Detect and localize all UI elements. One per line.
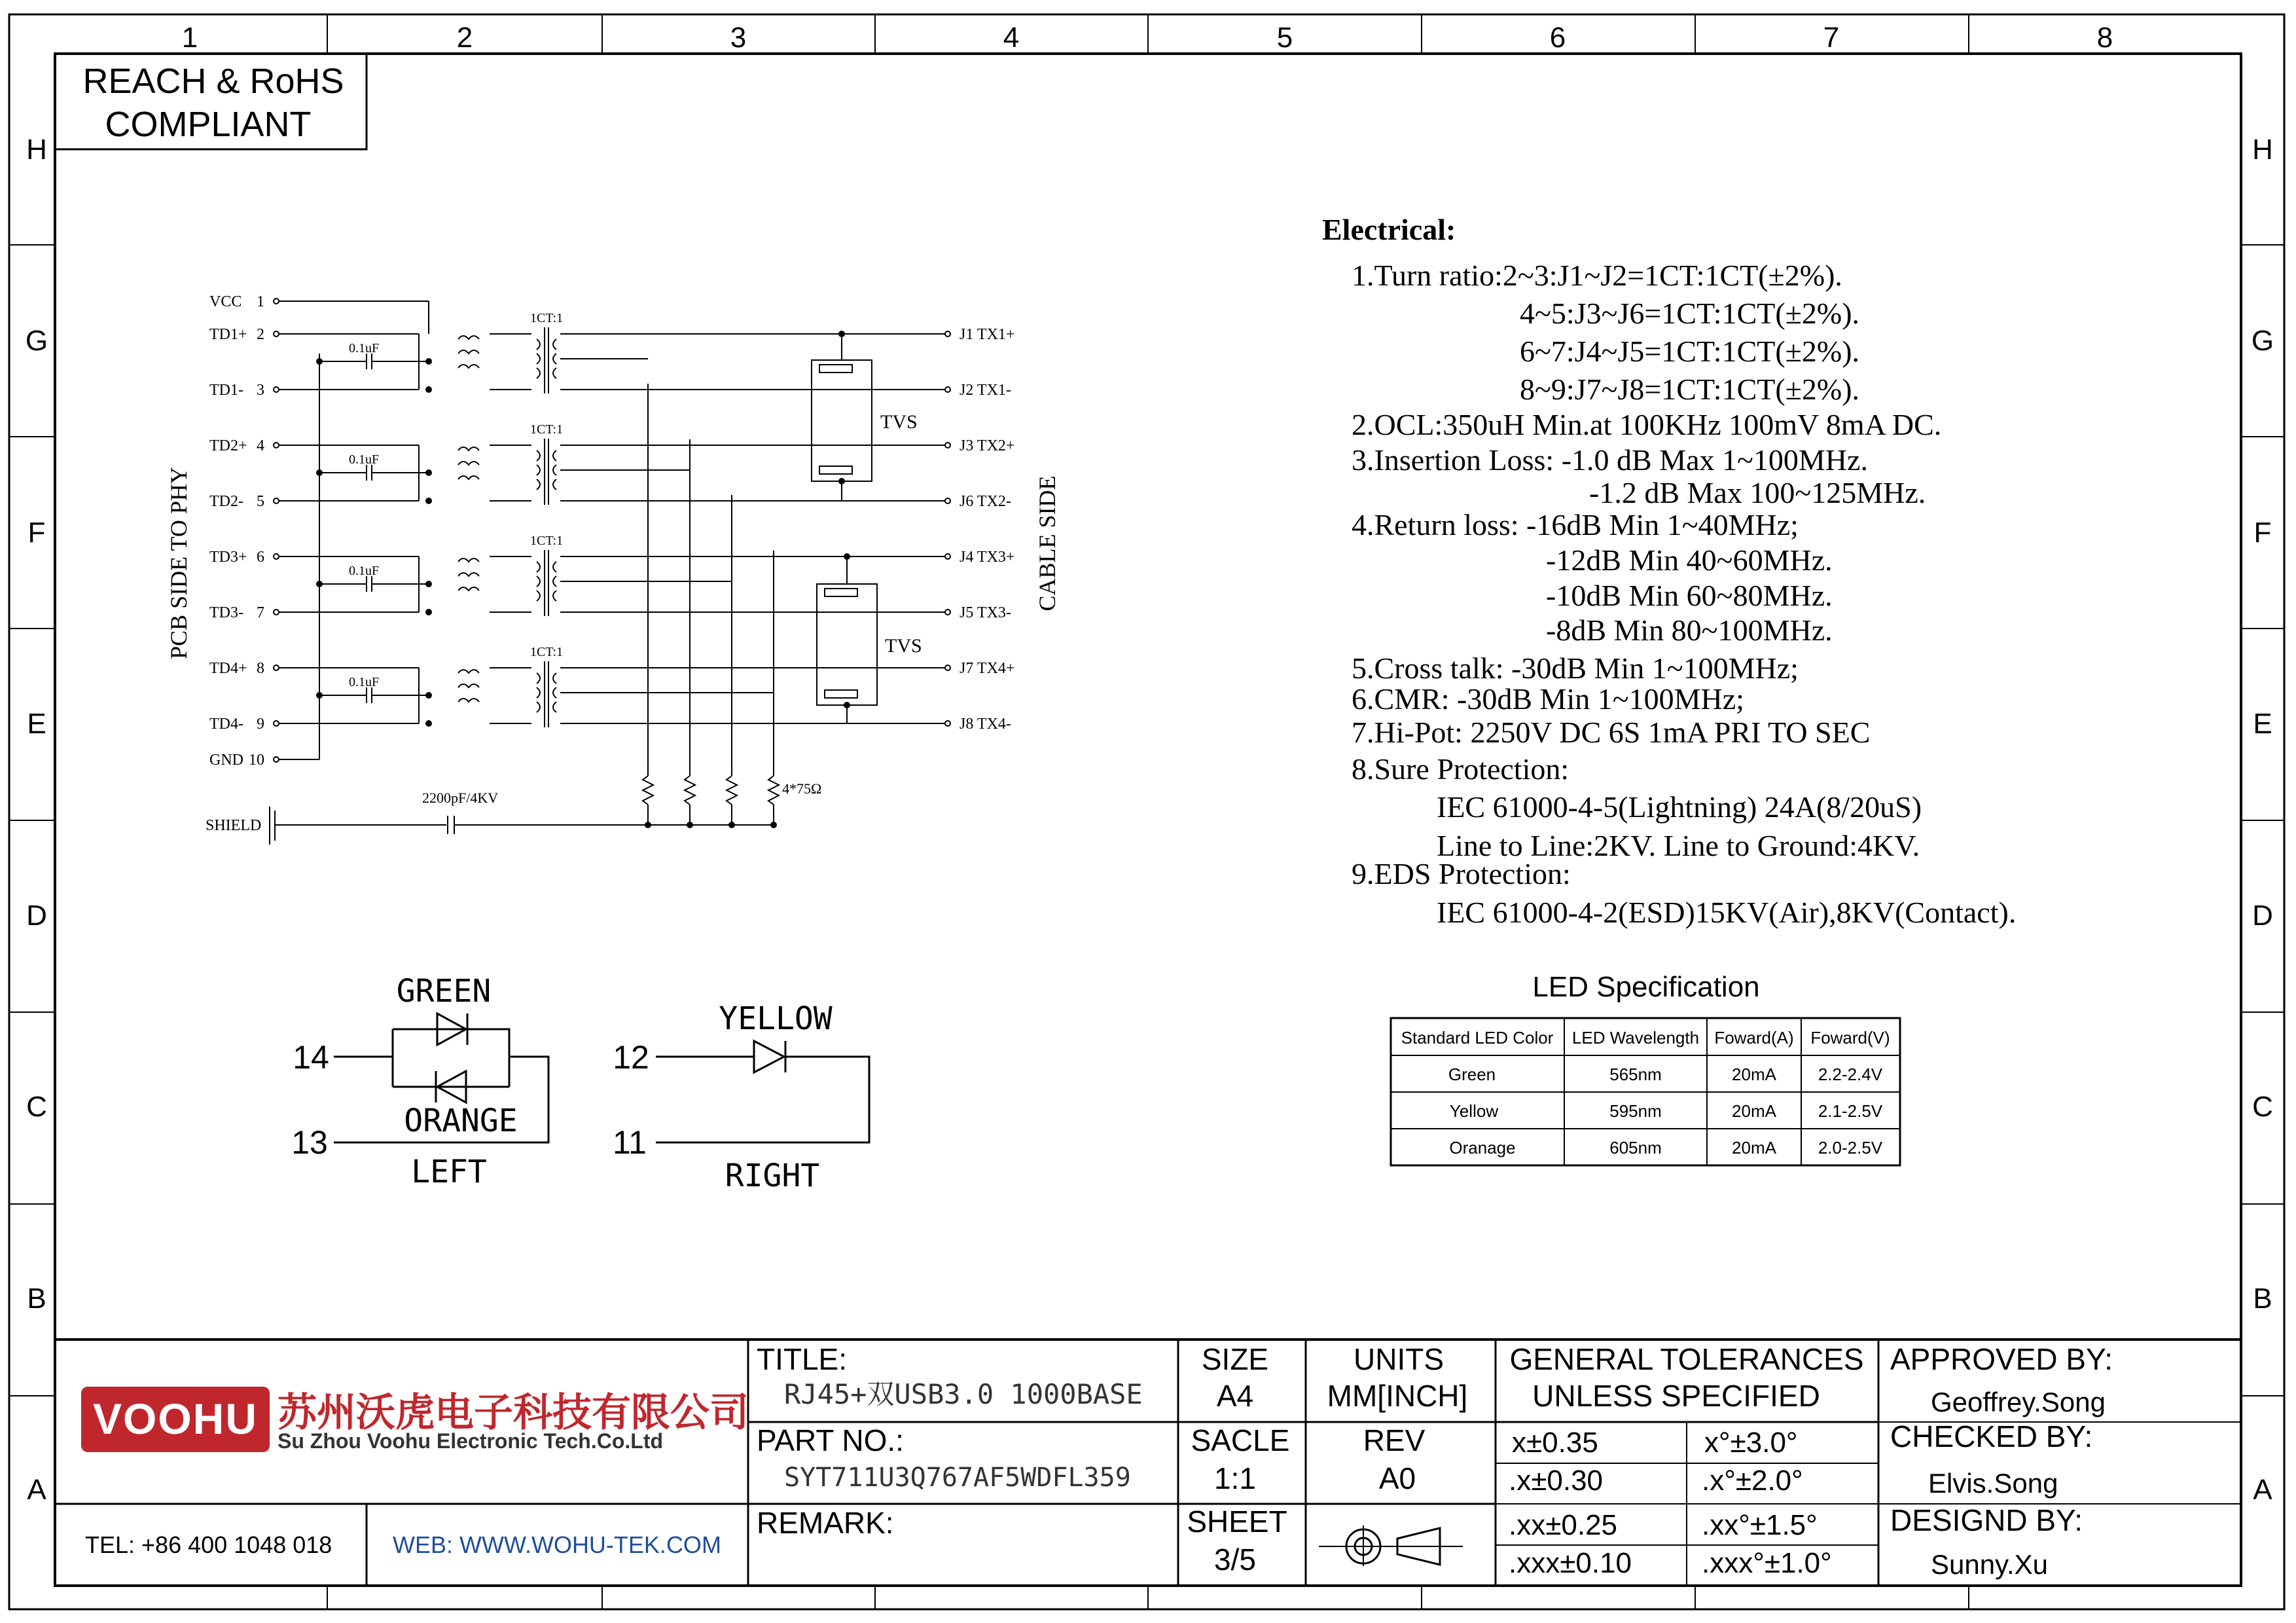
choke-coil (458, 447, 479, 450)
spec-line: -8dB Min 80~100MHz. (1546, 613, 1833, 647)
row-label: A (2253, 1474, 2272, 1506)
shield-network (206, 384, 821, 845)
row-label: G (2251, 325, 2274, 357)
pin-terminal (274, 443, 279, 448)
spec-line: IEC 61000-4-5(Lightning) 24A(8/20uS) (1437, 790, 1922, 824)
choke-coil (458, 670, 479, 673)
junction-dot (844, 553, 850, 560)
rev-value: A0 (1378, 1461, 1416, 1495)
pin-terminal (945, 498, 950, 503)
transformer-winding (553, 450, 556, 461)
compliance-line-1: REACH & RoHS (82, 62, 344, 101)
pin-terminal (274, 665, 279, 670)
tvs-label: TVS (885, 635, 922, 657)
led-header: Standard LED Color (1401, 1028, 1554, 1048)
spec-line: 1.Turn ratio:2~3:J1~J2=1CT:1CT(±2%). (1352, 259, 1842, 292)
spec-line: 5.Cross talk: -30dB Min 1~100MHz; (1352, 651, 1799, 685)
transformer-winding (537, 368, 540, 378)
led-header: Foward(A) (1714, 1028, 1794, 1048)
junction-dot (316, 358, 323, 365)
designed-value: Sunny.Xu (1931, 1549, 2049, 1580)
pin-terminal (945, 443, 950, 448)
resistor-icon (643, 776, 653, 805)
spec-line: -10dB Min 60~80MHz. (1546, 579, 1833, 612)
left-pin-label: TD1+ (209, 326, 247, 343)
left-pin-number: 4 (257, 437, 264, 454)
junction-dot (687, 822, 693, 828)
pin-terminal (274, 721, 279, 726)
col-label: 1 (181, 22, 198, 54)
transformer-winding (553, 479, 556, 490)
pin-terminal (274, 554, 279, 559)
tvs-package-2 (817, 584, 922, 705)
title-value: RJ45+双USB3.0 1000BASE (784, 1378, 1143, 1410)
led-cell: 2.0-2.5V (1818, 1138, 1883, 1158)
title-label: TITLE: (757, 1342, 848, 1376)
junction-dot (425, 469, 432, 476)
choke-coil (458, 684, 479, 687)
units-value: MM[INCH] (1327, 1379, 1468, 1413)
row-label: D (26, 900, 47, 932)
right-pin-label: J3 TX2+ (960, 437, 1015, 454)
approved-label: APPROVED BY: (1890, 1342, 2113, 1376)
transformer-winding (537, 450, 540, 461)
led-left-side-label: LEFT (411, 1154, 487, 1190)
transformer-winding (537, 339, 540, 350)
led-pin-11: 11 (613, 1124, 647, 1161)
led-left-circuit (291, 973, 548, 1190)
led-orange-label: ORANGE (404, 1103, 518, 1139)
tol-linear: .x±0.30 (1509, 1465, 1604, 1497)
scale-value: 1:1 (1214, 1461, 1256, 1495)
pin-terminal (945, 610, 950, 615)
termination-resistors (643, 384, 779, 828)
pin-terminal (274, 331, 279, 337)
spec-line: 6.CMR: -30dB Min 1~100MHz; (1352, 682, 1744, 716)
checked-label: CHECKED BY: (1890, 1419, 2093, 1453)
tol-linear: x±0.35 (1512, 1427, 1598, 1459)
remark-label: REMARK: (757, 1506, 894, 1540)
compliance-box (55, 54, 367, 149)
right-pin-label: J5 TX3- (960, 604, 1011, 621)
choke-coil (458, 365, 479, 368)
pin-terminal (274, 387, 279, 392)
title-block (55, 1340, 2241, 1586)
led-cell: 605nm (1609, 1138, 1662, 1158)
cap-label: 0.1uF (349, 675, 380, 689)
junction-dot (645, 822, 651, 828)
spec-line: 9.EDS Protection: (1352, 857, 1571, 890)
left-pin-label: TD2+ (209, 437, 247, 454)
resistor-icon (685, 776, 695, 805)
left-pin-number: 5 (257, 493, 264, 510)
led-header: LED Wavelength (1571, 1028, 1700, 1048)
left-pin-label: VCC (209, 293, 242, 310)
transformer-winding (537, 702, 540, 712)
shield-cap-label: 2200pF/4KV (422, 790, 499, 806)
left-pin-number: 9 (257, 716, 264, 733)
transformer-winding (553, 339, 556, 350)
projection-symbol-icon (1319, 1525, 1463, 1566)
row-label: D (2252, 900, 2273, 932)
junction-dot (425, 609, 432, 615)
resistor-icon (726, 776, 737, 805)
right-pin-list (945, 326, 1014, 733)
spec-line: 6~7:J4~J5=1CT:1CT(±2%). (1520, 335, 1860, 368)
row-label: F (2253, 517, 2272, 549)
transformer-winding (537, 354, 540, 364)
part-value: SYT711U3Q767AF5WDFL359 (784, 1463, 1131, 1493)
row-label: B (2253, 1283, 2272, 1315)
row-label: G (25, 325, 48, 357)
cap-label: 0.1uF (349, 564, 380, 578)
transformer-winding (553, 368, 556, 378)
led-yellow-label: YELLOW (719, 1000, 833, 1037)
tel-text: TEL: +86 400 1048 018 (85, 1531, 332, 1558)
sheet-label: SHEET (1187, 1504, 1287, 1539)
led-right-circuit (613, 1000, 869, 1194)
junction-dot (728, 822, 735, 828)
transformer-winding (553, 562, 556, 572)
tvs-package-1 (812, 360, 918, 481)
led-right-side-label: RIGHT (725, 1158, 820, 1194)
junction-dot (770, 822, 777, 828)
led-cell: Oranage (1449, 1138, 1516, 1158)
tol-title-1: GENERAL TOLERANCES (1509, 1342, 1864, 1376)
cable-side-label: CABLE SIDE (1034, 475, 1060, 611)
ratio-label: 1CT:1 (530, 534, 564, 548)
right-pin-label: J7 TX4+ (960, 660, 1015, 677)
col-label: 7 (1823, 22, 1840, 54)
right-pin-label: J4 TX3+ (960, 549, 1015, 566)
transformer-winding (553, 354, 556, 364)
tol-angular: x°±3.0° (1704, 1427, 1798, 1459)
junction-dot (425, 498, 432, 504)
cap-label: 0.1uF (349, 341, 380, 356)
scale-label: SACLE (1191, 1423, 1290, 1457)
junction-dot (425, 581, 432, 587)
row-label: F (27, 517, 46, 549)
led-cell: 2.1-2.5V (1818, 1101, 1883, 1121)
led-cell: 595nm (1609, 1101, 1662, 1121)
transformer-winding (553, 576, 556, 587)
pin-terminal (274, 498, 279, 503)
transformer-schematic (166, 293, 1060, 845)
spec-line: 8~9:J7~J8=1CT:1CT(±2%). (1520, 373, 1860, 406)
row-label: A (27, 1474, 46, 1506)
ratio-label: 1CT:1 (530, 645, 564, 659)
row-label: E (27, 708, 46, 740)
led-pin-12: 12 (613, 1039, 649, 1076)
col-label: 4 (1003, 22, 1020, 54)
choke-coil (458, 587, 479, 591)
checked-value: Elvis.Song (1928, 1468, 2058, 1499)
left-pin-label: GND (209, 752, 243, 769)
spec-line: 7.Hi-Pot: 2250V DC 6S 1mA PRI TO SEC (1352, 716, 1871, 749)
pin-terminal (945, 554, 950, 559)
spec-line: Line to Line:2KV. Line to Ground:4KV. (1437, 829, 1920, 862)
pin-terminal (945, 331, 950, 337)
tol-angular: .xx°±1.5° (1702, 1509, 1818, 1541)
led-cell: Green (1448, 1065, 1496, 1084)
transformer-winding (537, 479, 540, 490)
choke-coil (458, 462, 479, 465)
approved-value: Geoffrey.Song (1931, 1387, 2106, 1417)
spec-line: -12dB Min 40~60MHz. (1546, 543, 1833, 577)
tol-angular: .x°±2.0° (1702, 1465, 1803, 1497)
spec-line: 3.Insertion Loss: -1.0 dB Max 1~100MHz. (1352, 443, 1868, 477)
pin-terminal (274, 757, 279, 762)
left-pin-label: TD2- (209, 493, 243, 510)
spec-line: -1.2 dB Max 100~125MHz. (1589, 476, 1926, 509)
diode-yellow-icon (754, 1041, 784, 1072)
led-cell: Yellow (1449, 1101, 1499, 1121)
right-pin-label: J6 TX2- (960, 493, 1011, 510)
right-pin-label: J1 TX1+ (960, 326, 1015, 343)
pin-terminal (274, 610, 279, 615)
spec-line: 8.Sure Protection: (1352, 752, 1570, 786)
left-pin-label: TD1- (209, 382, 243, 399)
ratio-label: 1CT:1 (530, 311, 564, 325)
led-pin-14: 14 (293, 1039, 329, 1076)
led-green-label: GREEN (396, 973, 492, 1010)
rev-label: REV (1363, 1423, 1426, 1457)
tvs-label: TVS (880, 411, 918, 433)
led-cell: 2.2-2.4V (1818, 1065, 1883, 1084)
logo-text: VOOHU (92, 1395, 259, 1443)
size-label: SIZE (1201, 1342, 1269, 1376)
choke-coil (458, 558, 479, 562)
led-header: Foward(V) (1810, 1028, 1890, 1048)
choke-coil (458, 573, 479, 576)
resistor-icon (768, 776, 779, 805)
junction-dot (425, 358, 432, 365)
led-cell: 20mA (1732, 1101, 1776, 1121)
row-label: C (2252, 1091, 2273, 1123)
designed-label: DESIGND BY: (1890, 1503, 2083, 1537)
electrical-specs (1322, 213, 2016, 929)
left-pin-number: 8 (257, 660, 264, 677)
pcb-side-label: PCB SIDE TO PHY (166, 467, 192, 659)
transformer-winding (537, 562, 540, 572)
ratio-label: 1CT:1 (530, 422, 564, 437)
col-label: 2 (456, 22, 473, 54)
row-label: B (27, 1283, 46, 1315)
size-value: A4 (1216, 1379, 1254, 1413)
tol-angular: .xxx°±1.0° (1702, 1547, 1832, 1579)
tol-title-2: UNLESS SPECIFIED (1532, 1379, 1820, 1413)
left-pin-number: 1 (257, 293, 264, 310)
transformer-winding (553, 687, 556, 698)
left-pin-label: TD3- (209, 604, 243, 621)
junction-dot (316, 469, 323, 476)
row-label: H (26, 134, 47, 166)
transformer-winding (537, 465, 540, 475)
pin-terminal (945, 665, 950, 670)
pin-terminal (945, 387, 950, 392)
transformer-winding (537, 591, 540, 601)
led-cell: 565nm (1609, 1065, 1662, 1084)
transformer-winding (553, 465, 556, 475)
tol-linear: .xxx±0.10 (1509, 1547, 1632, 1579)
junction-dot (425, 720, 432, 727)
resistor-label: 4*75Ω (782, 780, 822, 797)
col-label: 8 (2096, 22, 2113, 54)
row-label: H (2252, 134, 2273, 166)
row-label: E (2253, 708, 2272, 740)
led-spec-title: LED Specification (1532, 971, 1760, 1003)
transformer-winding (537, 673, 540, 684)
left-pin-label: TD3+ (209, 549, 247, 566)
left-pin-number: 6 (257, 549, 264, 566)
units-label: UNITS (1354, 1342, 1444, 1376)
junction-dot (425, 692, 432, 699)
cap-label: 0.1uF (349, 452, 380, 467)
led-pin-13: 13 (291, 1124, 328, 1161)
choke-coil (458, 336, 479, 339)
right-pin-label: J2 TX1- (960, 382, 1011, 399)
choke-coil (458, 350, 479, 354)
pin-terminal (945, 721, 950, 726)
transformer-winding (537, 576, 540, 587)
shield-label: SHIELD (206, 817, 262, 834)
led-cell: 20mA (1732, 1138, 1776, 1158)
col-label: 3 (730, 22, 747, 54)
junction-dot (316, 692, 323, 699)
choke-coil (458, 699, 479, 702)
spec-line: 4~5:J3~J6=1CT:1CT(±2%). (1520, 297, 1860, 330)
transformer-winding (553, 673, 556, 684)
junction-dot (316, 581, 323, 587)
tol-linear: .xx±0.25 (1509, 1509, 1618, 1541)
left-pin-number: 10 (249, 752, 264, 769)
junction-dot (838, 331, 845, 337)
col-label: 6 (1549, 22, 1566, 54)
pin-terminal (274, 299, 279, 304)
part-label: PART NO.: (757, 1423, 904, 1457)
transformer-winding (553, 702, 556, 712)
left-pin-number: 2 (257, 326, 264, 343)
web-text: WEB: WWW.WOHU-TEK.COM (393, 1531, 721, 1558)
company-logo (81, 1387, 749, 1453)
col-label: 5 (1276, 22, 1293, 54)
junction-dot (425, 386, 432, 393)
transformer-winding (537, 687, 540, 698)
left-pin-number: 3 (257, 382, 264, 399)
transformer-winding (553, 591, 556, 601)
right-pin-label: J8 TX4- (960, 716, 1011, 733)
led-cell: 20mA (1732, 1065, 1776, 1084)
company-name-en: Su Zhou Voohu Electronic Tech.Co.Ltd (278, 1429, 664, 1453)
row-label: C (26, 1091, 47, 1123)
left-pin-label: TD4+ (209, 660, 247, 677)
left-pin-label: TD4- (209, 716, 243, 733)
spec-line: IEC 61000-4-2(ESD)15KV(Air),8KV(Contact). (1437, 896, 2017, 929)
sheet-value: 3/5 (1214, 1542, 1256, 1577)
led-spec-table (1391, 971, 1900, 1165)
spec-line: 4.Return loss: -16dB Min 1~40MHz; (1352, 508, 1799, 541)
spec-line: 2.OCL:350uH Min.at 100KHz 100mV 8mA DC. (1352, 408, 1942, 441)
choke-coil (458, 476, 479, 479)
company-name-cn: 苏州沃虎电子科技有限公司 (278, 1391, 749, 1434)
left-pin-list (209, 293, 279, 769)
left-pin-number: 7 (257, 604, 264, 621)
electrical-heading: Electrical: (1322, 213, 1456, 246)
compliance-line-2: COMPLIANT (105, 105, 312, 144)
